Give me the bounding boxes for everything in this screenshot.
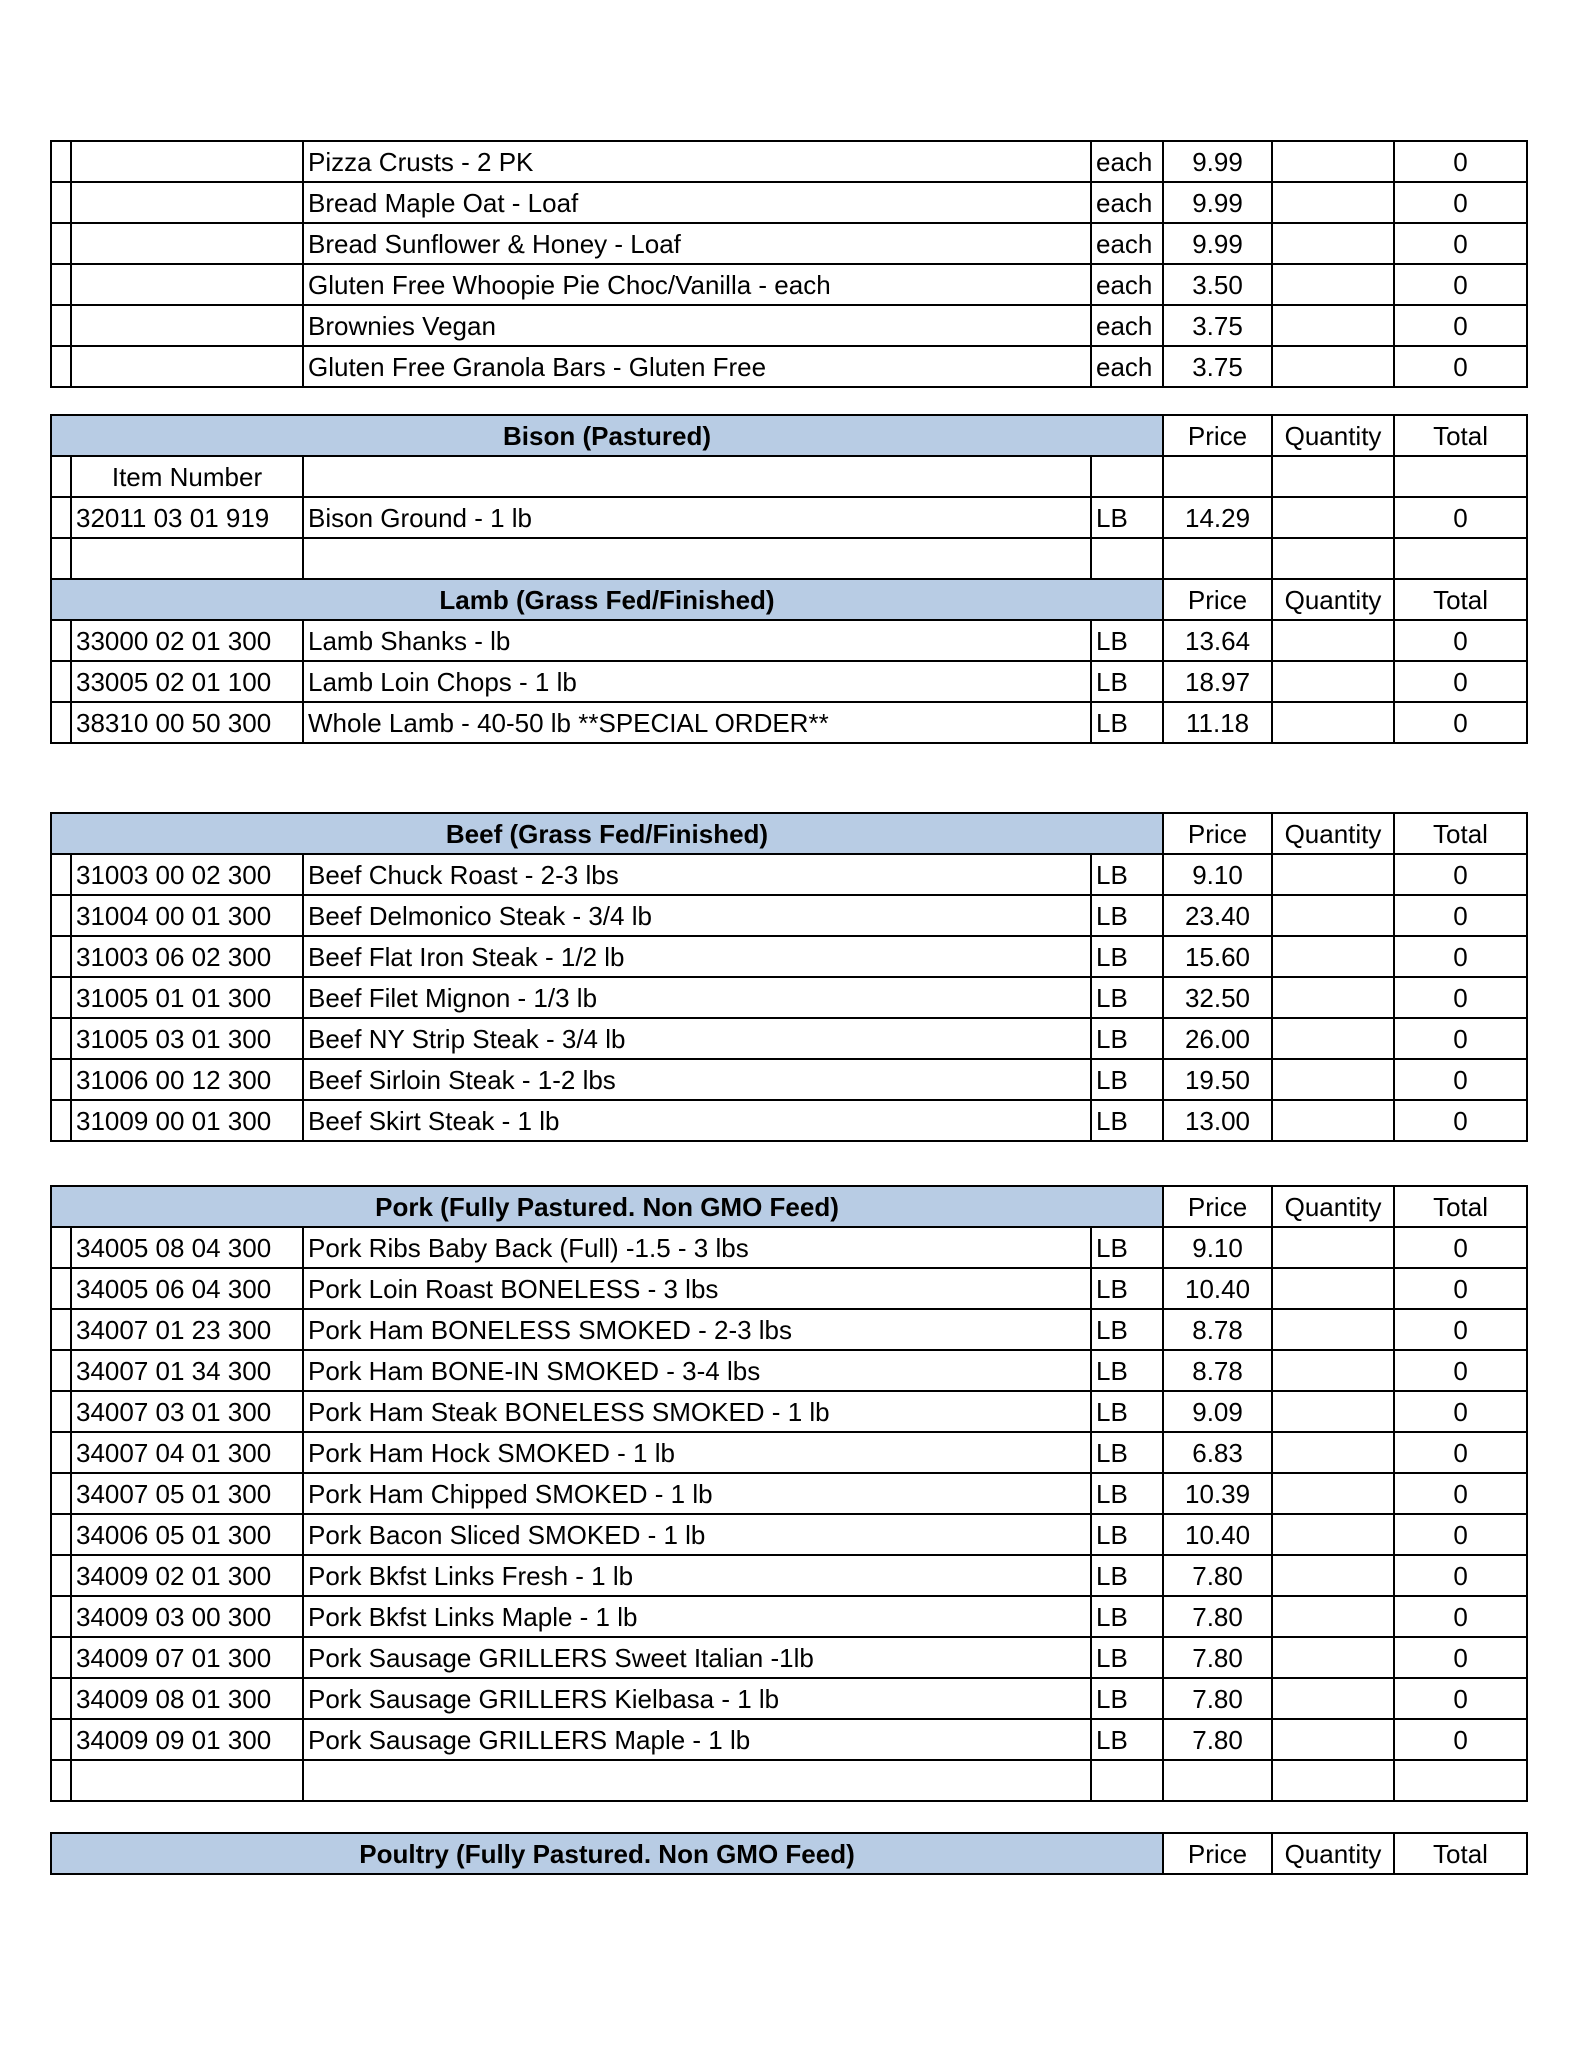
- product-row: [51, 1059, 1527, 1100]
- product-row: [51, 1309, 1527, 1350]
- total-cell: 0: [1394, 1391, 1527, 1432]
- item-number-cell: 33005 02 01 100: [71, 661, 303, 702]
- quantity-cell[interactable]: [1272, 346, 1394, 387]
- quantity-cell[interactable]: [1272, 1473, 1394, 1514]
- product-row: [51, 264, 1527, 305]
- total-cell: 0: [1394, 1514, 1527, 1555]
- quantity-cell[interactable]: [1272, 1514, 1394, 1555]
- total-cell: 0: [1394, 1309, 1527, 1350]
- row-marker: [51, 702, 71, 743]
- price-cell: [1163, 456, 1272, 497]
- description-cell: Pizza Crusts - 2 PK: [303, 141, 1091, 182]
- bison-header-row: [51, 415, 1527, 456]
- unit-cell: [1091, 1760, 1163, 1801]
- product-row: [51, 182, 1527, 223]
- total-cell: 0: [1394, 1350, 1527, 1391]
- item-number-cell: 34005 06 04 300: [71, 1268, 303, 1309]
- item-number-cell: 32011 03 01 919: [71, 497, 303, 538]
- item-number-cell: 31006 00 12 300: [71, 1059, 303, 1100]
- quantity-cell[interactable]: [1272, 456, 1394, 497]
- price-cell: 7.80: [1163, 1637, 1272, 1678]
- item-number-cell: [71, 305, 303, 346]
- price-cell: 9.10: [1163, 1227, 1272, 1268]
- price-cell: 10.40: [1163, 1514, 1272, 1555]
- poultry-table: [50, 1832, 1528, 1875]
- description-cell: Pork Bkfst Links Maple - 1 lb: [303, 1596, 1091, 1637]
- unit-cell: LB: [1091, 1309, 1163, 1350]
- total-cell: 0: [1394, 141, 1527, 182]
- quantity-cell[interactable]: [1272, 497, 1394, 538]
- unit-cell: each: [1091, 346, 1163, 387]
- description-cell: Pork Loin Roast BONELESS - 3 lbs: [303, 1268, 1091, 1309]
- unit-cell: LB: [1091, 1100, 1163, 1141]
- row-marker: [51, 1514, 71, 1555]
- unit-cell: LB: [1091, 854, 1163, 895]
- description-cell: Gluten Free Granola Bars - Gluten Free: [303, 346, 1091, 387]
- unit-cell: each: [1091, 141, 1163, 182]
- item-number-cell: [71, 141, 303, 182]
- total-cell: 0: [1394, 895, 1527, 936]
- poultry-header-row: [51, 1833, 1527, 1874]
- item-number-cell: 34007 04 01 300: [71, 1432, 303, 1473]
- product-row: [51, 854, 1527, 895]
- pork-table: [50, 1185, 1528, 1802]
- price-cell: 9.99: [1163, 223, 1272, 264]
- item-number-cell: 34006 05 01 300: [71, 1514, 303, 1555]
- price-cell: 9.09: [1163, 1391, 1272, 1432]
- product-row: [51, 661, 1527, 702]
- item-number-cell: [71, 538, 303, 579]
- price-cell: 9.99: [1163, 182, 1272, 223]
- total-cell: 0: [1394, 1596, 1527, 1637]
- unit-cell: LB: [1091, 1514, 1163, 1555]
- item-number-cell: 31003 00 02 300: [71, 854, 303, 895]
- row-marker: [51, 141, 71, 182]
- lamb-section-title: Lamb (Grass Fed/Finished): [51, 579, 1163, 620]
- description-cell: Pork Ham Steak BONELESS SMOKED - 1 lb: [303, 1391, 1091, 1432]
- description-cell: Beef Sirloin Steak - 1-2 lbs: [303, 1059, 1091, 1100]
- quantity-cell[interactable]: [1272, 141, 1394, 182]
- quantity-cell[interactable]: [1272, 1555, 1394, 1596]
- unit-cell: LB: [1091, 1350, 1163, 1391]
- unit-cell: LB: [1091, 1391, 1163, 1432]
- quantity-cell[interactable]: [1272, 1059, 1394, 1100]
- unit-cell: LB: [1091, 1473, 1163, 1514]
- quantity-cell[interactable]: [1272, 661, 1394, 702]
- quantity-cell[interactable]: [1272, 305, 1394, 346]
- quantity-cell[interactable]: [1272, 1350, 1394, 1391]
- lamb-rows: [51, 620, 1527, 743]
- description-cell: Bison Ground - 1 lb: [303, 497, 1091, 538]
- total-cell: [1394, 1760, 1527, 1801]
- blank-row: [51, 1760, 1527, 1801]
- row-marker: [51, 223, 71, 264]
- bison-section-title: Bison (Pastured): [51, 415, 1163, 456]
- unit-cell: LB: [1091, 661, 1163, 702]
- quantity-cell[interactable]: [1272, 1678, 1394, 1719]
- row-marker: [51, 1227, 71, 1268]
- description-cell: Gluten Free Whoopie Pie Choc/Vanilla - each: [303, 264, 1091, 305]
- price-cell: 15.60: [1163, 936, 1272, 977]
- price-cell: 10.39: [1163, 1473, 1272, 1514]
- unit-cell: LB: [1091, 895, 1163, 936]
- total-cell: [1394, 456, 1527, 497]
- product-row: [51, 1719, 1527, 1760]
- total-cell: 0: [1394, 1432, 1527, 1473]
- price-cell: 3.75: [1163, 305, 1272, 346]
- quantity-cell[interactable]: [1272, 538, 1394, 579]
- total-cell: 0: [1394, 977, 1527, 1018]
- description-cell: Beef Chuck Roast - 2-3 lbs: [303, 854, 1091, 895]
- unit-cell: LB: [1091, 1719, 1163, 1760]
- quantity-cell[interactable]: [1272, 264, 1394, 305]
- price-cell: 7.80: [1163, 1555, 1272, 1596]
- unit-cell: LB: [1091, 1432, 1163, 1473]
- row-marker: [51, 305, 71, 346]
- product-row: [51, 1473, 1527, 1514]
- price-column-header: Price: [1163, 1186, 1272, 1227]
- product-row: [51, 346, 1527, 387]
- bakery-table: [50, 140, 1528, 388]
- product-row: [51, 141, 1527, 182]
- row-marker: [51, 1059, 71, 1100]
- price-cell: 19.50: [1163, 1059, 1272, 1100]
- total-column-header: Total: [1394, 415, 1527, 456]
- price-cell: [1163, 538, 1272, 579]
- row-marker: [51, 497, 71, 538]
- bison-lamb-table: [50, 414, 1528, 744]
- total-cell: 0: [1394, 1100, 1527, 1141]
- unit-cell: each: [1091, 264, 1163, 305]
- price-cell: 7.80: [1163, 1596, 1272, 1637]
- item-number-cell: [71, 1760, 303, 1801]
- description-cell: Beef Delmonico Steak - 3/4 lb: [303, 895, 1091, 936]
- total-cell: 0: [1394, 854, 1527, 895]
- unit-cell: LB: [1091, 977, 1163, 1018]
- price-cell: 9.10: [1163, 854, 1272, 895]
- unit-cell: LB: [1091, 1596, 1163, 1637]
- unit-cell: LB: [1091, 936, 1163, 977]
- quantity-cell[interactable]: [1272, 1227, 1394, 1268]
- description-cell: Pork Ham BONELESS SMOKED - 2-3 lbs: [303, 1309, 1091, 1350]
- unit-cell: LB: [1091, 1637, 1163, 1678]
- quantity-cell[interactable]: [1272, 1018, 1394, 1059]
- description-cell: Whole Lamb - 40-50 lb **SPECIAL ORDER**: [303, 702, 1091, 743]
- total-cell: 0: [1394, 936, 1527, 977]
- quantity-column-header: Quantity: [1272, 813, 1394, 854]
- row-marker: [51, 538, 71, 579]
- row-marker: [51, 456, 71, 497]
- unit-cell: LB: [1091, 497, 1163, 538]
- quantity-column-header: Quantity: [1272, 415, 1394, 456]
- lamb-header-row: [51, 579, 1527, 620]
- description-cell: Lamb Loin Chops - 1 lb: [303, 661, 1091, 702]
- quantity-cell[interactable]: [1272, 1760, 1394, 1801]
- row-marker: [51, 620, 71, 661]
- price-cell: 11.18: [1163, 702, 1272, 743]
- item-number-cell: [71, 346, 303, 387]
- row-marker: [51, 1719, 71, 1760]
- total-column-header: Total: [1394, 1833, 1527, 1874]
- row-marker: [51, 1760, 71, 1801]
- product-row: [51, 977, 1527, 1018]
- total-cell: 0: [1394, 182, 1527, 223]
- product-row: [51, 1637, 1527, 1678]
- item-number-cell: 31005 03 01 300: [71, 1018, 303, 1059]
- bakery-table-body: [51, 141, 1527, 387]
- description-cell: Bread Maple Oat - Loaf: [303, 182, 1091, 223]
- price-cell: 10.40: [1163, 1268, 1272, 1309]
- unit-cell: LB: [1091, 1227, 1163, 1268]
- product-row: [51, 1350, 1527, 1391]
- price-column-header: Price: [1163, 415, 1272, 456]
- row-marker: [51, 1473, 71, 1514]
- product-row: [51, 1391, 1527, 1432]
- product-row: [51, 1432, 1527, 1473]
- row-marker: [51, 1100, 71, 1141]
- item-number-cell: 34007 01 23 300: [71, 1309, 303, 1350]
- product-row: [51, 223, 1527, 264]
- row-marker: [51, 1391, 71, 1432]
- total-cell: 0: [1394, 1227, 1527, 1268]
- item-number-column-header: Item Number: [71, 456, 303, 497]
- beef-table: [50, 812, 1528, 1142]
- total-cell: 0: [1394, 346, 1527, 387]
- row-marker: [51, 977, 71, 1018]
- quantity-cell[interactable]: [1272, 936, 1394, 977]
- row-marker: [51, 1350, 71, 1391]
- total-cell: 0: [1394, 1637, 1527, 1678]
- quantity-cell[interactable]: [1272, 1268, 1394, 1309]
- description-cell: Bread Sunflower & Honey - Loaf: [303, 223, 1091, 264]
- description-cell: Pork Bacon Sliced SMOKED - 1 lb: [303, 1514, 1091, 1555]
- product-row: [51, 1678, 1527, 1719]
- price-cell: [1163, 1760, 1272, 1801]
- item-number-cell: 34007 03 01 300: [71, 1391, 303, 1432]
- quantity-cell[interactable]: [1272, 1637, 1394, 1678]
- description-cell: Pork Sausage GRILLERS Maple - 1 lb: [303, 1719, 1091, 1760]
- row-marker: [51, 661, 71, 702]
- blank-row: [51, 538, 1527, 579]
- price-cell: 8.78: [1163, 1350, 1272, 1391]
- price-cell: 7.80: [1163, 1678, 1272, 1719]
- bison-rows: [51, 497, 1527, 538]
- unit-cell: each: [1091, 223, 1163, 264]
- description-cell: Beef Flat Iron Steak - 1/2 lb: [303, 936, 1091, 977]
- unit-cell: each: [1091, 182, 1163, 223]
- pork-section-title: Pork (Fully Pastured. Non GMO Feed): [51, 1186, 1163, 1227]
- product-row: [51, 497, 1527, 538]
- unit-cell: LB: [1091, 620, 1163, 661]
- quantity-cell[interactable]: [1272, 182, 1394, 223]
- price-cell: 7.80: [1163, 1719, 1272, 1760]
- row-marker: [51, 895, 71, 936]
- item-number-cell: 31004 00 01 300: [71, 895, 303, 936]
- unit-cell: LB: [1091, 1555, 1163, 1596]
- quantity-column-header: Quantity: [1272, 1186, 1394, 1227]
- beef-section-title: Beef (Grass Fed/Finished): [51, 813, 1163, 854]
- description-cell: Pork Bkfst Links Fresh - 1 lb: [303, 1555, 1091, 1596]
- row-marker: [51, 1309, 71, 1350]
- item-number-cell: 34009 03 00 300: [71, 1596, 303, 1637]
- product-row: [51, 936, 1527, 977]
- row-marker: [51, 1555, 71, 1596]
- quantity-cell[interactable]: [1272, 1719, 1394, 1760]
- row-marker: [51, 1268, 71, 1309]
- total-cell: 0: [1394, 223, 1527, 264]
- description-cell: Lamb Shanks - lb: [303, 620, 1091, 661]
- quantity-cell[interactable]: [1272, 1596, 1394, 1637]
- product-row: [51, 1268, 1527, 1309]
- item-number-cell: 31009 00 01 300: [71, 1100, 303, 1141]
- total-cell: 0: [1394, 1473, 1527, 1514]
- pork-header-row: [51, 1186, 1527, 1227]
- total-cell: 0: [1394, 620, 1527, 661]
- row-marker: [51, 1678, 71, 1719]
- product-row: [51, 895, 1527, 936]
- pork-rows: [51, 1227, 1527, 1760]
- price-cell: 6.83: [1163, 1432, 1272, 1473]
- total-column-header: Total: [1394, 579, 1527, 620]
- item-number-cell: 31003 06 02 300: [71, 936, 303, 977]
- product-row: [51, 1555, 1527, 1596]
- total-cell: 0: [1394, 1018, 1527, 1059]
- total-column-header: Total: [1394, 813, 1527, 854]
- price-cell: 13.64: [1163, 620, 1272, 661]
- total-cell: 0: [1394, 497, 1527, 538]
- product-row: [51, 702, 1527, 743]
- price-cell: 14.29: [1163, 497, 1272, 538]
- row-marker: [51, 264, 71, 305]
- total-cell: 0: [1394, 702, 1527, 743]
- quantity-cell[interactable]: [1272, 1100, 1394, 1141]
- product-row: [51, 620, 1527, 661]
- description-cell: [303, 1760, 1091, 1801]
- description-cell: Pork Sausage GRILLERS Kielbasa - 1 lb: [303, 1678, 1091, 1719]
- product-row: [51, 1596, 1527, 1637]
- product-row: [51, 1514, 1527, 1555]
- total-cell: 0: [1394, 1719, 1527, 1760]
- unit-cell: LB: [1091, 1018, 1163, 1059]
- total-cell: 0: [1394, 1555, 1527, 1596]
- item-number-cell: 38310 00 50 300: [71, 702, 303, 743]
- total-cell: 0: [1394, 305, 1527, 346]
- item-number-cell: 34009 07 01 300: [71, 1637, 303, 1678]
- description-cell: [303, 456, 1091, 497]
- price-cell: 9.99: [1163, 141, 1272, 182]
- total-cell: 0: [1394, 1059, 1527, 1100]
- price-cell: 8.78: [1163, 1309, 1272, 1350]
- total-cell: [1394, 538, 1527, 579]
- row-marker: [51, 936, 71, 977]
- description-cell: [303, 538, 1091, 579]
- price-column-header: Price: [1163, 579, 1272, 620]
- description-cell: Pork Ham Hock SMOKED - 1 lb: [303, 1432, 1091, 1473]
- unit-cell: LB: [1091, 1268, 1163, 1309]
- total-cell: 0: [1394, 661, 1527, 702]
- total-cell: 0: [1394, 264, 1527, 305]
- item-number-cell: [71, 264, 303, 305]
- total-column-header: Total: [1394, 1186, 1527, 1227]
- price-cell: 13.00: [1163, 1100, 1272, 1141]
- price-cell: 3.75: [1163, 346, 1272, 387]
- price-cell: 32.50: [1163, 977, 1272, 1018]
- quantity-cell[interactable]: [1272, 1391, 1394, 1432]
- unit-cell: [1091, 456, 1163, 497]
- product-row: [51, 305, 1527, 346]
- product-row: [51, 1100, 1527, 1141]
- description-cell: Pork Ribs Baby Back (Full) -1.5 - 3 lbs: [303, 1227, 1091, 1268]
- quantity-cell[interactable]: [1272, 977, 1394, 1018]
- unit-cell: LB: [1091, 1059, 1163, 1100]
- quantity-cell[interactable]: [1272, 1309, 1394, 1350]
- total-cell: 0: [1394, 1268, 1527, 1309]
- price-cell: 3.50: [1163, 264, 1272, 305]
- price-cell: 18.97: [1163, 661, 1272, 702]
- price-cell: 26.00: [1163, 1018, 1272, 1059]
- row-marker: [51, 182, 71, 223]
- item-number-cell: [71, 182, 303, 223]
- quantity-column-header: Quantity: [1272, 1833, 1394, 1874]
- description-cell: Brownies Vegan: [303, 305, 1091, 346]
- quantity-cell[interactable]: [1272, 854, 1394, 895]
- item-number-cell: 34005 08 04 300: [71, 1227, 303, 1268]
- poultry-section-title: Poultry (Fully Pastured. Non GMO Feed): [51, 1833, 1163, 1874]
- beef-rows: [51, 854, 1527, 1141]
- item-number-cell: 34009 08 01 300: [71, 1678, 303, 1719]
- product-row: [51, 1227, 1527, 1268]
- description-cell: Pork Ham Chipped SMOKED - 1 lb: [303, 1473, 1091, 1514]
- beef-header-row: [51, 813, 1527, 854]
- row-marker: [51, 1637, 71, 1678]
- unit-cell: LB: [1091, 1678, 1163, 1719]
- item-number-cell: 34009 09 01 300: [71, 1719, 303, 1760]
- unit-cell: each: [1091, 305, 1163, 346]
- quantity-cell[interactable]: [1272, 1432, 1394, 1473]
- item-number-cell: 34007 01 34 300: [71, 1350, 303, 1391]
- row-marker: [51, 1596, 71, 1637]
- product-row: [51, 1018, 1527, 1059]
- price-cell: 23.40: [1163, 895, 1272, 936]
- price-column-header: Price: [1163, 1833, 1272, 1874]
- description-cell: Beef Filet Mignon - 1/3 lb: [303, 977, 1091, 1018]
- price-column-header: Price: [1163, 813, 1272, 854]
- description-cell: Beef NY Strip Steak - 3/4 lb: [303, 1018, 1091, 1059]
- total-cell: 0: [1394, 1678, 1527, 1719]
- quantity-cell[interactable]: [1272, 702, 1394, 743]
- unit-cell: LB: [1091, 702, 1163, 743]
- item-number-cell: 33000 02 01 300: [71, 620, 303, 661]
- quantity-cell[interactable]: [1272, 620, 1394, 661]
- quantity-cell[interactable]: [1272, 895, 1394, 936]
- quantity-column-header: Quantity: [1272, 579, 1394, 620]
- description-cell: Beef Skirt Steak - 1 lb: [303, 1100, 1091, 1141]
- unit-cell: [1091, 538, 1163, 579]
- item-number-cell: [71, 223, 303, 264]
- item-number-cell: 34007 05 01 300: [71, 1473, 303, 1514]
- row-marker: [51, 1018, 71, 1059]
- row-marker: [51, 1432, 71, 1473]
- item-number-cell: 31005 01 01 300: [71, 977, 303, 1018]
- description-cell: Pork Ham BONE-IN SMOKED - 3-4 lbs: [303, 1350, 1091, 1391]
- row-marker: [51, 346, 71, 387]
- item-number-cell: 34009 02 01 300: [71, 1555, 303, 1596]
- row-marker: [51, 854, 71, 895]
- quantity-cell[interactable]: [1272, 223, 1394, 264]
- item-number-header-row: [51, 456, 1527, 497]
- description-cell: Pork Sausage GRILLERS Sweet Italian -1lb: [303, 1637, 1091, 1678]
